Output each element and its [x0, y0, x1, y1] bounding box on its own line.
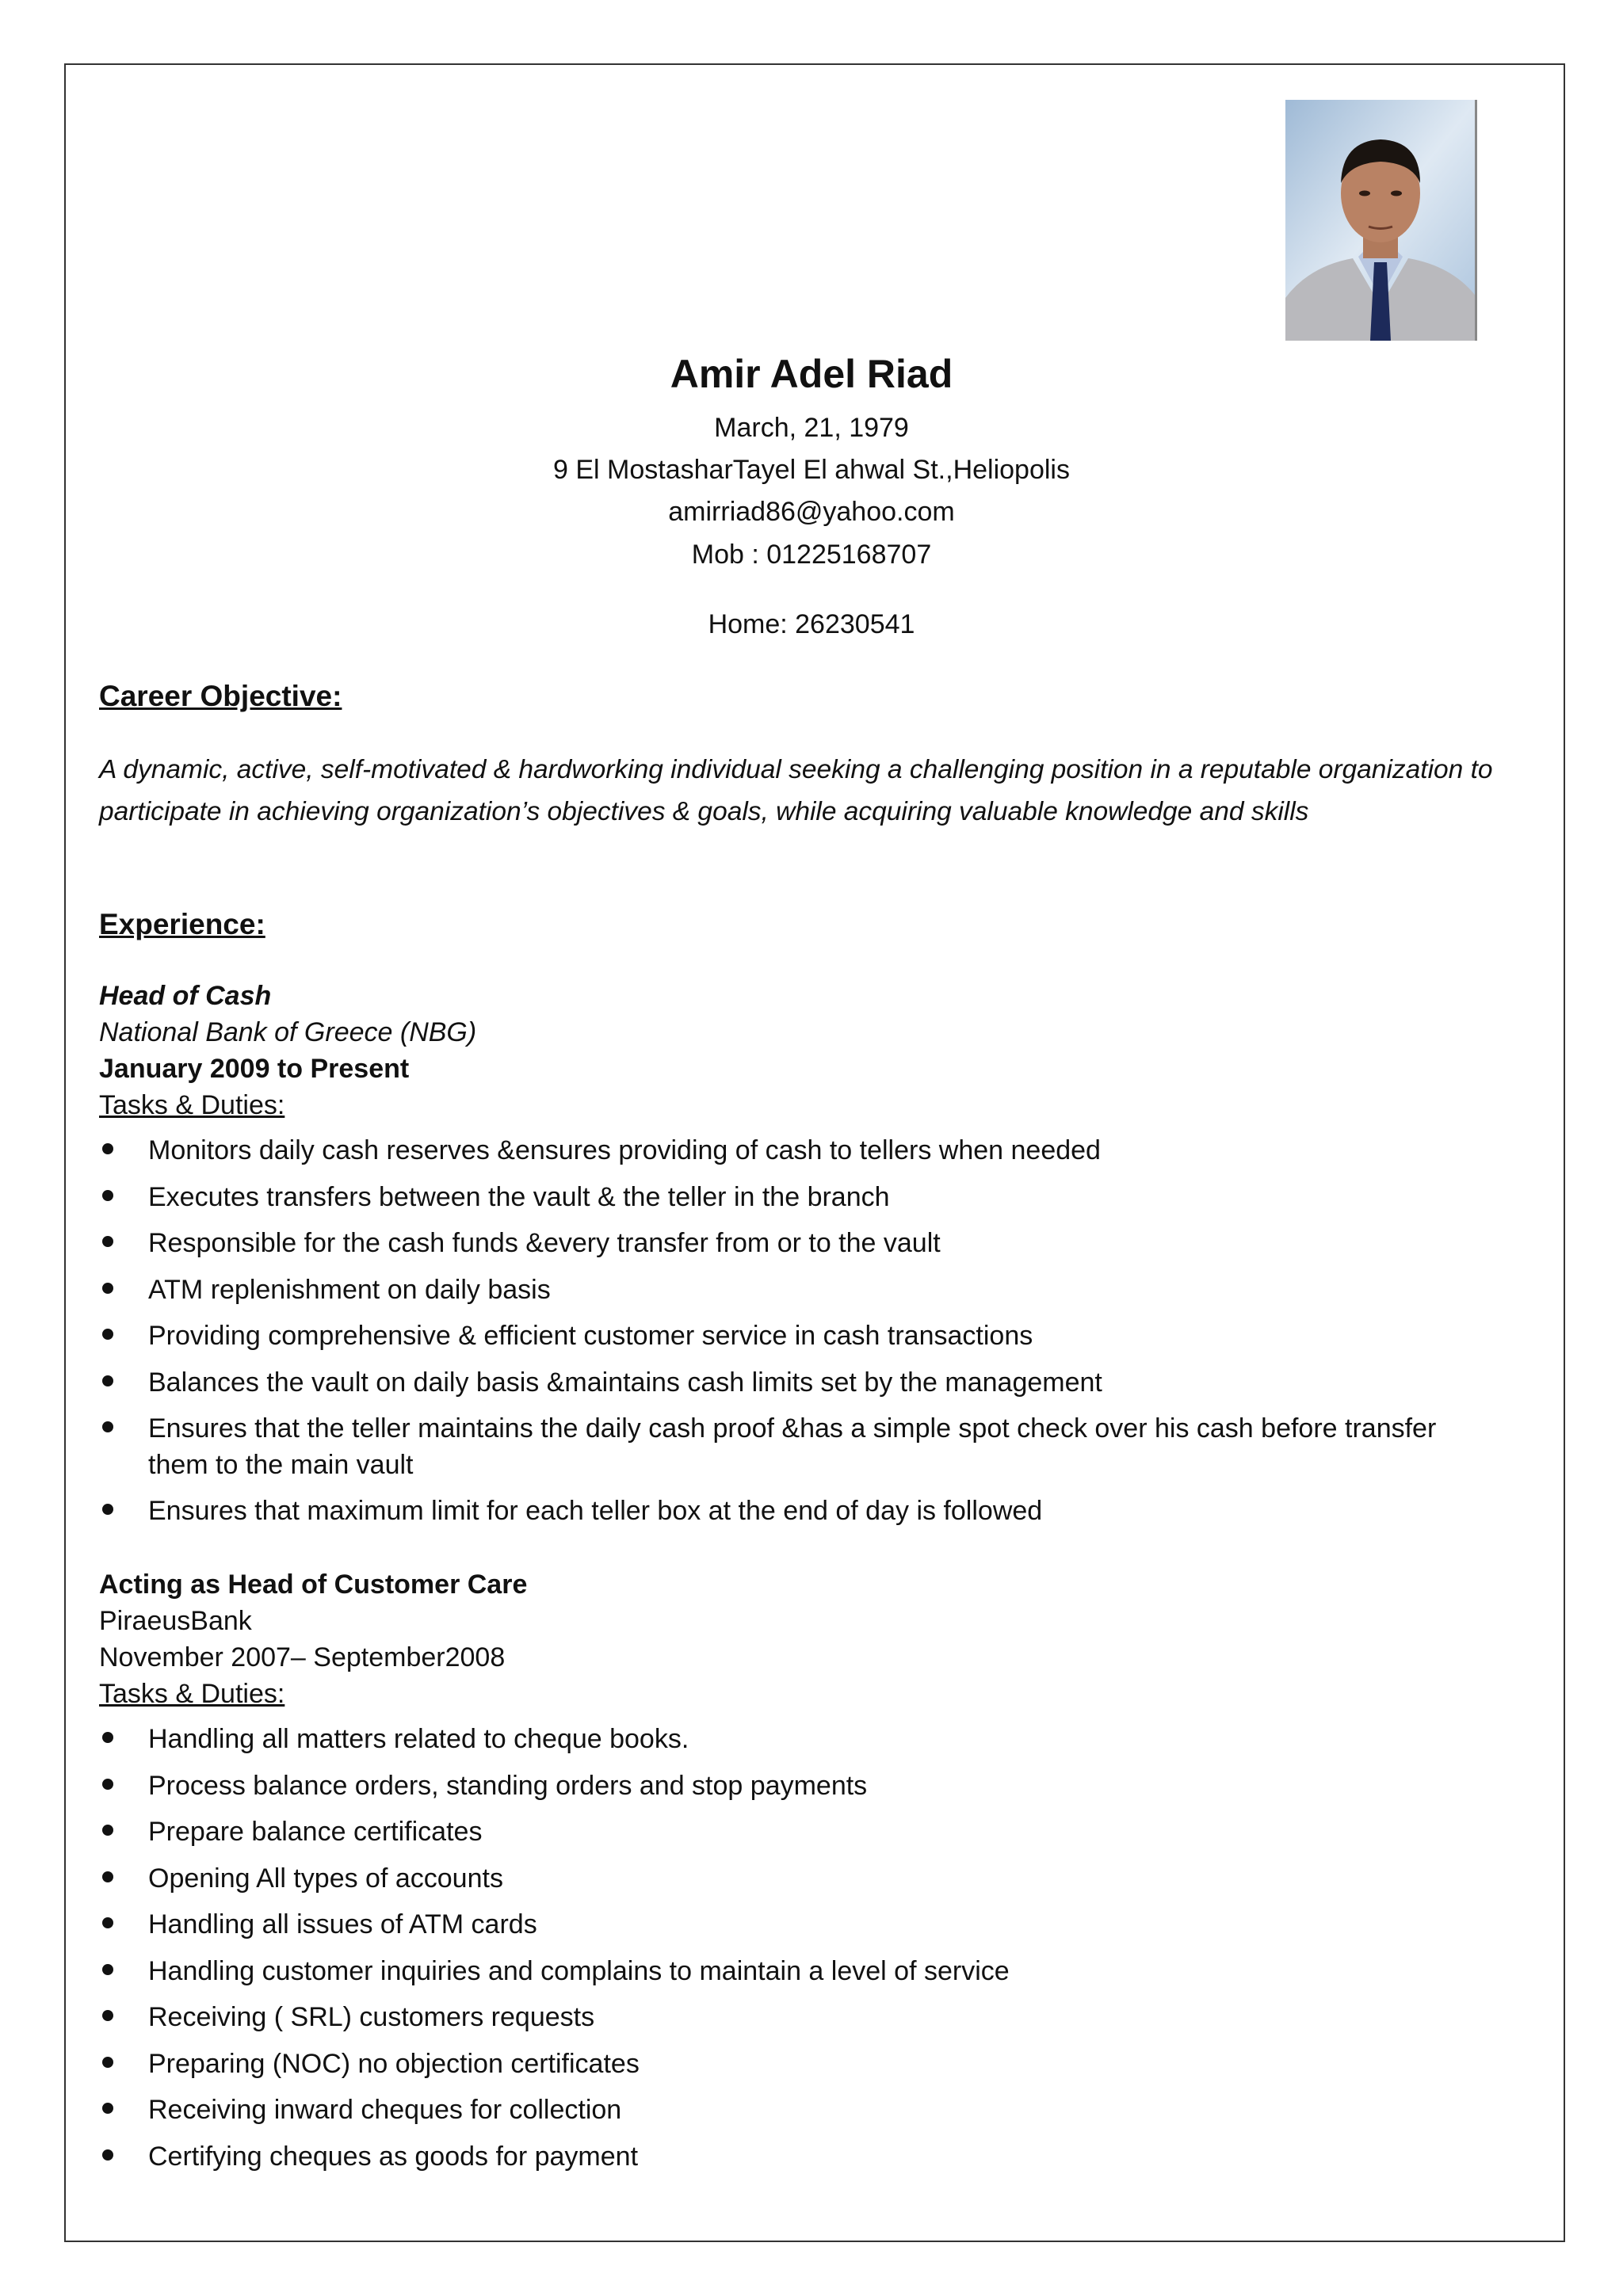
bullet-icon — [102, 1375, 113, 1386]
task-text: Opening All types of accounts — [148, 1863, 503, 1894]
bullet-icon — [102, 2010, 113, 2021]
career-objective-text: A dynamic, active, self-motivated & hardworking individual seeking a challenging position in a reputable organization to participate in achieving organization’s objectives & goals, while acquiring valuable knowledge and skills — [99, 755, 1493, 826]
profile-photo — [1285, 100, 1477, 341]
bullet-icon — [102, 1236, 113, 1247]
list-item — [99, 2092, 1494, 2128]
task-text: Process balance orders, standing orders and stop payments — [148, 1770, 868, 1801]
list-item — [99, 1364, 1494, 1401]
mobile-phone: Mob : 01225168707 — [691, 540, 932, 570]
task-text: Preparing (NOC) no objection certificates — [148, 2048, 640, 2079]
task-text: Monitors daily cash reserves &ensures providing of cash to tellers when needed — [148, 1135, 1101, 1165]
list-item — [99, 1721, 1494, 1757]
task-text: Prepare balance certificates — [148, 1817, 483, 1847]
list-item — [99, 2138, 1494, 2175]
list-item — [99, 1814, 1494, 1850]
task-text: Executes transfers between the vault & the teller in the branch — [148, 1181, 890, 1212]
bullet-icon — [102, 1421, 113, 1432]
list-item — [99, 1906, 1494, 1943]
task-text: Receiving ( SRL) customers requests — [148, 2002, 595, 2032]
bullet-icon — [102, 1779, 113, 1790]
bullet-icon — [102, 1964, 113, 1975]
list-item — [99, 1225, 1494, 1261]
list-item — [99, 2046, 1494, 2082]
job-company: PiraeusBank — [99, 1606, 252, 1636]
home-phone: Home: 26230541 — [708, 609, 915, 639]
list-item — [99, 1318, 1494, 1354]
task-text: Certifying cheques as goods for payment — [148, 2141, 639, 2172]
list-item — [99, 1999, 1494, 2035]
task-text: Providing comprehensive & efficient customer service in cash transactions — [148, 1321, 1033, 1351]
list-item — [99, 1179, 1494, 1215]
list-item — [99, 1953, 1494, 1989]
task-text: Ensures that the teller maintains the daily cash proof &has a simple spot check over his cash before transfer them to the main vault — [148, 1413, 1437, 1480]
list-item — [99, 1768, 1494, 1804]
task-text: Handling customer inquiries and complains to maintain a level of service — [148, 1955, 1010, 1986]
experience-heading: Experience: — [99, 908, 265, 940]
tasks-label: Tasks & Duties: — [99, 1679, 285, 1709]
list-item — [99, 1860, 1494, 1897]
bullet-icon — [102, 1143, 113, 1154]
bullet-icon — [102, 1917, 113, 1928]
task-text: Handling all issues of ATM cards — [148, 1909, 537, 1939]
address: 9 El MostasharTayel El ahwal St.,Heliopolis — [553, 455, 1070, 485]
bullet-icon — [102, 2103, 113, 2114]
job-2-task-list — [99, 1721, 1494, 2184]
candidate-name: Amir Adel Riad — [670, 352, 953, 396]
job-period: November 2007– September2008 — [99, 1642, 506, 1672]
job-title: Acting as Head of Customer Care — [99, 1569, 528, 1600]
bullet-icon — [102, 1504, 113, 1515]
list-item — [99, 1493, 1494, 1529]
list-item — [99, 1132, 1494, 1169]
bullet-icon — [102, 1732, 113, 1743]
task-text: Balances the vault on daily basis &maintains cash limits set by the management — [148, 1367, 1102, 1398]
email: amirriad86@yahoo.com — [668, 497, 955, 527]
task-text: Handling all matters related to cheque books. — [148, 1724, 689, 1754]
bullet-icon — [102, 2149, 113, 2161]
job-period: January 2009 to Present — [99, 1054, 410, 1084]
job-title: Head of Cash — [99, 981, 272, 1011]
bullet-icon — [102, 1283, 113, 1294]
bullet-icon — [102, 1329, 113, 1340]
bullet-icon — [102, 1190, 113, 1201]
bullet-icon — [102, 1825, 113, 1836]
job-company: National Bank of Greece (NBG) — [99, 1017, 477, 1047]
bullet-icon — [102, 1871, 113, 1882]
task-text: Receiving inward cheques for collection — [148, 2095, 622, 2125]
job-1-task-list — [99, 1132, 1494, 1539]
list-item — [99, 1272, 1494, 1308]
bullet-icon — [102, 2057, 113, 2068]
task-text: Responsible for the cash funds &every transfer from or to the vault — [148, 1228, 941, 1258]
task-text: Ensures that maximum limit for each teller box at the end of day is followed — [148, 1496, 1043, 1526]
task-text: ATM replenishment on daily basis — [148, 1274, 551, 1305]
list-item — [99, 1410, 1494, 1483]
tasks-label: Tasks & Duties: — [99, 1090, 285, 1120]
date-of-birth: March, 21, 1979 — [714, 413, 909, 443]
career-objective-heading: Career Objective: — [99, 680, 342, 712]
